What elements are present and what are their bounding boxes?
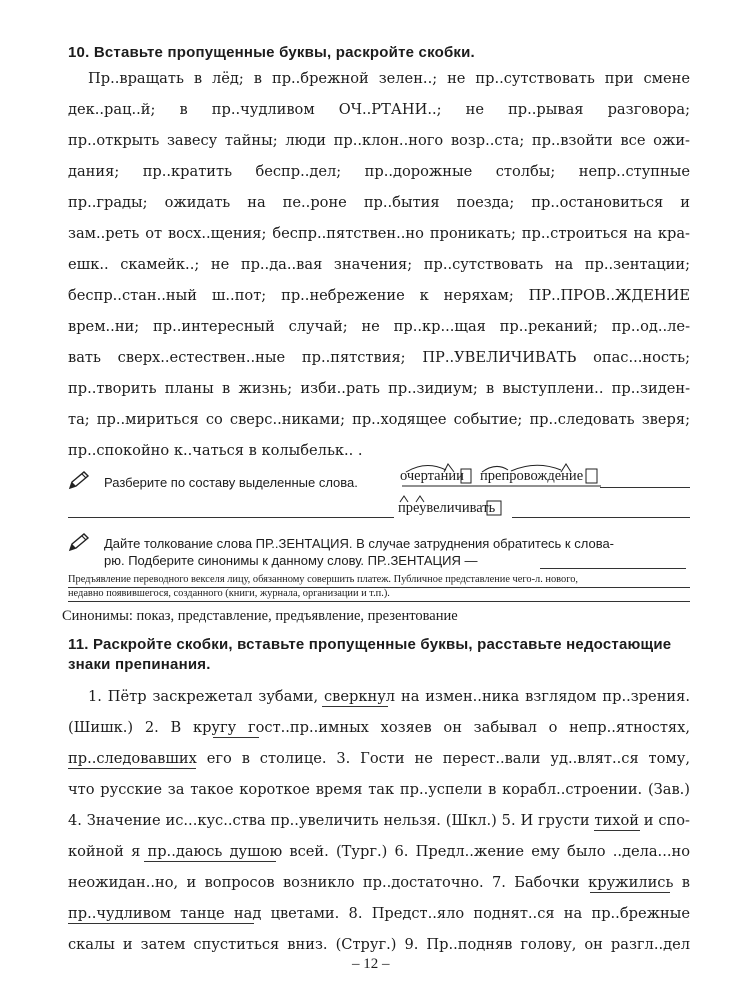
answer-line [68,517,394,518]
underline-mark [68,768,196,769]
ex10-line: вать сверх..естествен..ные пр..пятствия; ПР..УВЕЛИЧИВАТЬ опас...ность; [68,349,690,366]
answer-line [540,568,686,569]
ex10-line: зам..реть от восх..щения; беспр..пятствен..но проникать; пр..строиться на кра- [68,225,690,242]
underline-mark [213,737,259,738]
handwritten-word-3: преувеличивать [398,500,496,516]
ex10-line: беспр..стан..ный ш..пот; пр..небрежение к неряхам; ПР..ПРОВ..ЖДЕНИЕ [68,287,690,304]
pencil-icon [68,532,90,552]
underline-mark [594,830,640,831]
underline-mark [144,861,276,862]
morpheme-marks-2 [394,494,514,520]
underline-mark [68,923,254,924]
underline-mark [590,892,670,893]
ex11-line: неожидан..но, и вопросов возникло пр..достаточно. 7. Бабочки кружились в [68,874,690,891]
ex10-line: пр..грады; ожидать на пе..роне пр..бытия поезда; пр..остановиться и [68,194,690,211]
ex10-line: та; пр..мириться со сверс..никами; пр..ходящее событие; пр..следовать зверя; [68,411,690,428]
ex11-line: пр..чудливом танце над цветами. 8. Предст..яло поднят..ся на пр..брежные [68,905,690,922]
ex11-line: 1. Пётр заскрежетал зубами, сверкнул на измен..ника взглядом пр..зрения. [88,688,690,705]
ex11-line: 4. Значение ис...кус..ства пр..увеличить нельзя. (Шкл.) 5. И грусти тихой и спо- [68,812,690,829]
ex10-line: дания; пр..кратить беспр..дел; пр..дорожные столбы; непр..ступные [68,163,690,180]
definition-task-line-1: Дайте толкование слова ПР..ЗЕНТАЦИЯ. В случае затруднения обратитесь к слова- [104,536,615,551]
ex11-line: койной я пр..даюсь душою всей. (Тург.) 6. Предл..жение ему было ..дела...но [68,843,690,860]
ex10-line: дек..рац..й; в пр..чудливом ОЧ..РТАНИ..; не пр..рывая разговора; [68,101,690,118]
ex10-line: врем..ни; пр..интересный случай; не пр..кр...щая пр..реканий; пр..од..ле- [68,318,690,335]
morpheme-marks [396,458,606,492]
ex10-line: пр..спокойно к..чаться в колыбельк.. . [68,442,363,459]
ex11-line: пр..следовавших его в столице. 3. Гости не перест..вали уд..влят..ся тому, [68,750,690,767]
exercise-10-title: 10. Вставьте пропущенные буквы, раскройте скобки. [68,44,475,61]
page-number: – 12 – [352,956,390,972]
definition-handwritten-1: Предъявление переводного векселя лицу, обязанному совершить платеж. Публичное представление чего-л. нового, [68,574,579,585]
ex10-line: пр..творить планы в жизнь; изби..рать пр..зидиум; в выступлени.. пр..зиден- [68,380,690,397]
exercise-11-title-line-1: 11. Раскройте скобки, вставьте пропущенные буквы, расставьте недостающие [68,636,672,653]
answer-line [600,487,690,488]
answer-line [68,601,690,602]
ex10-line: ешк.. скамейк..; не пр..да..вая значения; пр..сутствовать на пр..зентации; [68,256,690,273]
handwritten-word-1: очертании [400,468,464,484]
parse-task-label: Разберите по составу выделенные слова. [104,475,358,490]
underline-mark [322,706,388,707]
ex11-line: скалы и затем спуститься вниз. (Струг.) 9. Пр..подняв голову, он разгл..дел [68,936,690,953]
ex11-line: что русские за такое короткое время так пр..успели в корабл..строении. (Зав.) [68,781,690,798]
answer-line [512,517,690,518]
ex11-line: (Шишк.) 2. В кругу гост..пр..имных хозяев он забывал о непр..ятностях, [68,719,690,736]
ex10-line: Пр..вращать в лёд; в пр..брежной зелен..; не пр..сутствовать при смене [88,70,690,87]
ex10-line: пр..открыть завесу тайны; люди пр..клон..ного возр..ста; пр..взойти все ожи- [68,132,690,149]
exercise-11-title-line-2: знаки препинания. [68,656,211,673]
synonyms-handwritten: Синонимы: показ, представление, предъявление, презентование [62,608,458,624]
pencil-icon [68,470,90,490]
definition-task-line-2: рю. Подберите синонимы к данному слову. ПР..ЗЕНТАЦИЯ — [104,553,478,568]
handwritten-word-2: препровождение [480,468,584,484]
definition-handwritten-2: недавно появившегося, созданного (книги, журнала, организации и т.п.). [68,588,390,599]
